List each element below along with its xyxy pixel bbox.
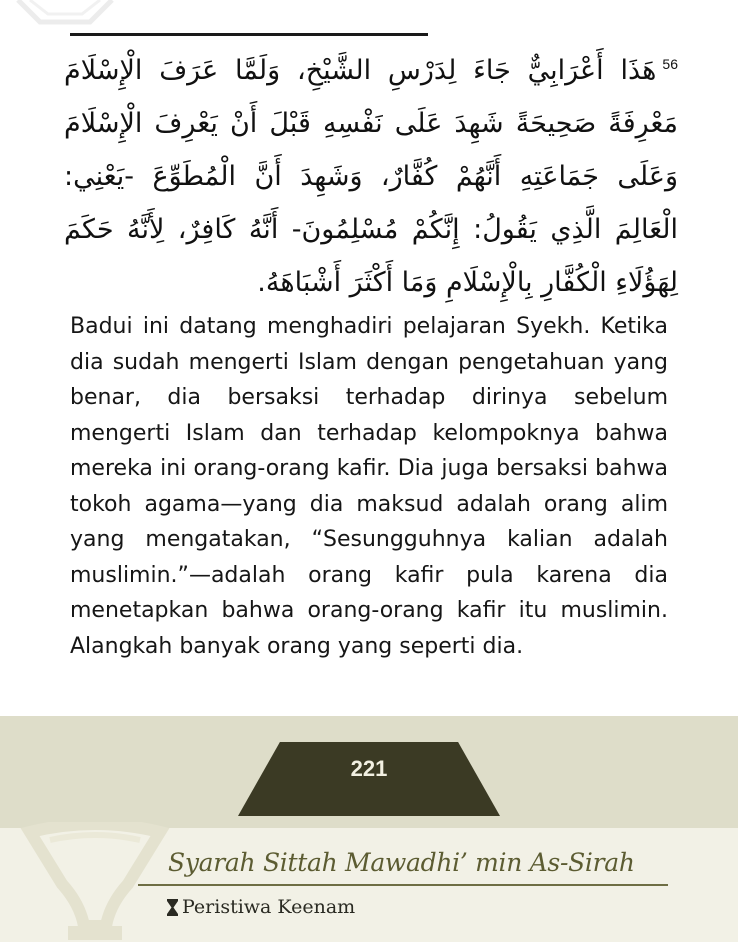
footer-rule (138, 884, 668, 886)
translation-paragraph: Badui ini datang menghadiri pelajaran Syekh. Ketika dia sudah mengerti Islam dengan pengetahuan yang benar, dia bersaksi terhadap dirinya sebelum mengerti Islam dan terhadap kelompoknya bahwa mereka ini orang-orang kafir. Dia juga bersaksi bahwa tokoh agama—yang dia maksud adalah orang alim yang mengatakan, “Sesungguhnya kalian adalah muslimin.”—adalah orang kafir pula karena dia menetapkan bahwa orang-orang kafir itu muslimin. Alangkah banyak orang yang seperti dia. (70, 314, 668, 659)
chapter-title-text: Peristiwa Keenam (182, 896, 356, 918)
arabic-footnote-text (64, 44, 678, 309)
hourglass-icon (167, 899, 178, 916)
footnote-number: 56 (662, 56, 678, 72)
book-title: Syarah Sittah Mawadhi’ min As-Sirah (168, 848, 635, 877)
decorative-watermark (0, 0, 130, 30)
chapter-title (167, 896, 355, 918)
page-number: 221 (350, 756, 388, 781)
goblet-emblem-icon (10, 822, 180, 942)
arabic-text: هَذَا أَعْرَابِيٌّ جَاءَ لِدَرْسِ الشَّيْخِ، وَلَمَّا عَرَفَ الْإِسْلَامَ مَعْرِفَةً صَحِيحَةً شَهِدَ عَلَى نَفْسِهِ قَبْلَ أَنْ يَعْرِفَ الْإِسْلَامَ وَعَلَى جَمَاعَتِهِ أَنَّهُمْ كُفَّارٌ، وَشَهِدَ أَنَّ الْمُطَوِّعَ -يَعْنِي: الْعَالِمَ الَّذِي يَقُولُ: إِنَّكُمْ مُسْلِمُونَ- أَنَّهُ كَافِرٌ، لِأَنَّهُ حَكَمَ لِهَؤُلَاءِ الْكُفَّارِ بِالْإِسْلَامِ وَمَا أَكْثَرَ أَشْبَاهَهُ. (64, 55, 678, 298)
footnote-separator-rule (70, 33, 428, 36)
